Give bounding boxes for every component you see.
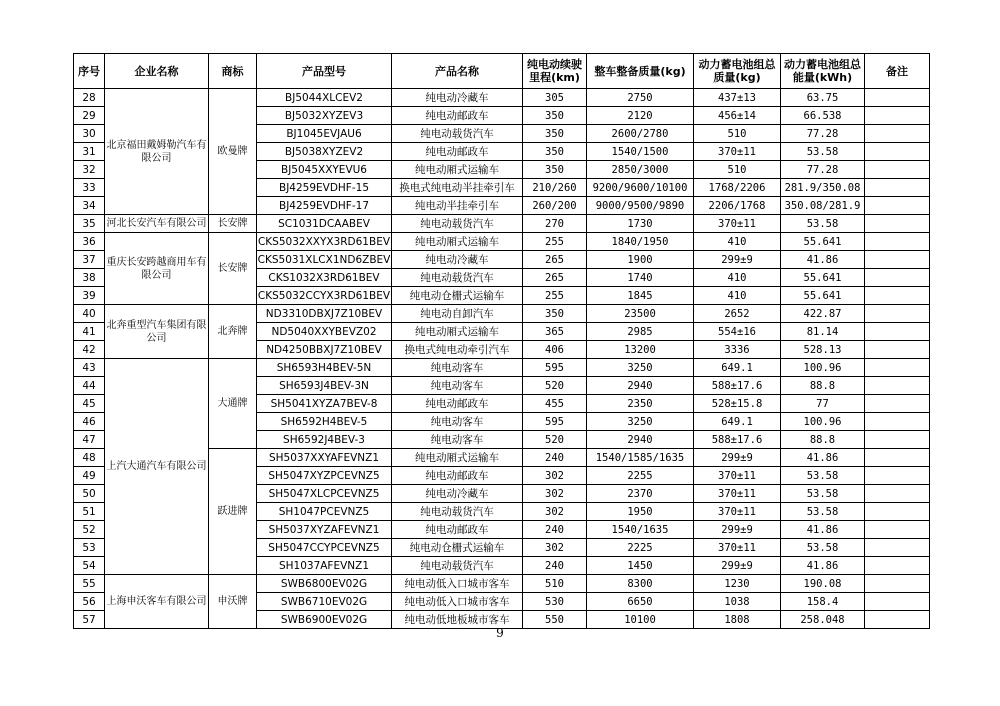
battery-mass: 3336 [694, 341, 781, 359]
battery-mass: 1808 [694, 611, 781, 629]
product-name: 换电式纯电动半挂牵引车 [392, 179, 523, 197]
product-model: SH5047XYZPCEVNZ5 [257, 467, 392, 485]
battery-mass: 554±16 [694, 323, 781, 341]
battery-energy: 422.87 [781, 305, 865, 323]
row-number: 39 [74, 287, 105, 305]
row-number: 44 [74, 377, 105, 395]
battery-energy: 158.4 [781, 593, 865, 611]
battery-energy: 77.28 [781, 161, 865, 179]
row-number: 46 [74, 413, 105, 431]
range-km: 255 [523, 233, 587, 251]
product-name: 纯电动客车 [392, 431, 523, 449]
battery-mass: 588±17.6 [694, 377, 781, 395]
curb-mass: 1740 [587, 269, 694, 287]
product-model: SH6593H4BEV-5N [257, 359, 392, 377]
table-row [74, 359, 930, 377]
battery-energy: 41.86 [781, 521, 865, 539]
curb-mass: 9000/9500/9890 [587, 197, 694, 215]
range-km: 265 [523, 269, 587, 287]
product-name: 纯电动载货汽车 [392, 125, 523, 143]
battery-mass: 649.1 [694, 359, 781, 377]
product-model: ND3310DBXJ7Z10BEV [257, 305, 392, 323]
product-model: CKS5032CCYX3RD61BEV [257, 287, 392, 305]
range-km: 510 [523, 575, 587, 593]
range-km: 365 [523, 323, 587, 341]
curb-mass: 6650 [587, 593, 694, 611]
company-name: 上海申沃客车有限公司 [105, 575, 209, 629]
note-cell [865, 161, 930, 179]
row-number: 32 [74, 161, 105, 179]
range-km: 240 [523, 557, 587, 575]
header-battery-energy: 动力蓄电池组总能量(kWh) [781, 54, 865, 89]
product-name: 纯电动低入口城市客车 [392, 575, 523, 593]
battery-mass: 370±11 [694, 143, 781, 161]
row-number: 31 [74, 143, 105, 161]
header-name: 产品名称 [392, 54, 523, 89]
note-cell [865, 251, 930, 269]
battery-mass: 370±11 [694, 503, 781, 521]
product-name: 纯电动半挂牵引车 [392, 197, 523, 215]
header-note: 备注 [865, 54, 930, 89]
range-km: 350 [523, 161, 587, 179]
battery-energy: 77.28 [781, 125, 865, 143]
battery-energy: 63.75 [781, 89, 865, 107]
range-km: 270 [523, 215, 587, 233]
curb-mass: 2350 [587, 395, 694, 413]
product-name: 纯电动冷藏车 [392, 251, 523, 269]
curb-mass: 1950 [587, 503, 694, 521]
battery-energy: 81.14 [781, 323, 865, 341]
battery-energy: 88.8 [781, 431, 865, 449]
company-name: 上汽大通汽车有限公司 [105, 359, 209, 575]
row-number: 45 [74, 395, 105, 413]
note-cell [865, 323, 930, 341]
row-number: 28 [74, 89, 105, 107]
battery-energy: 53.58 [781, 539, 865, 557]
battery-energy: 53.58 [781, 485, 865, 503]
battery-mass: 370±11 [694, 539, 781, 557]
curb-mass: 2225 [587, 539, 694, 557]
battery-mass: 299±9 [694, 521, 781, 539]
product-model: SH5041XYZA7BEV-8 [257, 395, 392, 413]
row-number: 48 [74, 449, 105, 467]
product-name: 纯电动载货汽车 [392, 557, 523, 575]
product-model: BJ1045EVJAU6 [257, 125, 392, 143]
battery-mass: 410 [694, 269, 781, 287]
note-cell [865, 503, 930, 521]
range-km: 350 [523, 143, 587, 161]
battery-energy: 350.08/281.9 [781, 197, 865, 215]
table-row [74, 215, 930, 233]
product-model: SWB6900EV02G [257, 611, 392, 629]
battery-mass: 299±9 [694, 251, 781, 269]
note-cell [865, 305, 930, 323]
product-name: 纯电动载货汽车 [392, 503, 523, 521]
note-cell [865, 575, 930, 593]
row-number: 51 [74, 503, 105, 521]
note-cell [865, 89, 930, 107]
curb-mass: 1730 [587, 215, 694, 233]
range-km: 595 [523, 413, 587, 431]
note-cell [865, 107, 930, 125]
curb-mass: 2940 [587, 431, 694, 449]
product-name: 纯电动载货汽车 [392, 269, 523, 287]
product-model: SH5047CCYPCEVNZ5 [257, 539, 392, 557]
range-km: 240 [523, 521, 587, 539]
page-number: 9 [496, 626, 504, 640]
note-cell [865, 233, 930, 251]
range-km: 240 [523, 449, 587, 467]
battery-energy: 53.58 [781, 467, 865, 485]
curb-mass: 1840/1950 [587, 233, 694, 251]
range-km: 520 [523, 431, 587, 449]
battery-mass: 510 [694, 161, 781, 179]
battery-mass: 2652 [694, 305, 781, 323]
product-name: 纯电动邮政车 [392, 107, 523, 125]
curb-mass: 10100 [587, 611, 694, 629]
product-model: CKS5031XLCX1ND6ZBEV [257, 251, 392, 269]
company-name: 北京福田戴姆勒汽车有限公司 [105, 89, 209, 215]
product-model: SWB6710EV02G [257, 593, 392, 611]
brand-name: 跃进牌 [209, 449, 257, 575]
battery-energy: 55.641 [781, 287, 865, 305]
battery-energy: 190.08 [781, 575, 865, 593]
curb-mass: 1845 [587, 287, 694, 305]
product-name: 纯电动邮政车 [392, 521, 523, 539]
battery-energy: 53.58 [781, 143, 865, 161]
row-number: 55 [74, 575, 105, 593]
header-row [74, 54, 930, 89]
battery-mass: 1768/2206 [694, 179, 781, 197]
note-cell [865, 287, 930, 305]
range-km: 350 [523, 107, 587, 125]
brand-name: 长安牌 [209, 215, 257, 233]
header-company: 企业名称 [105, 54, 209, 89]
product-name: 纯电动厢式运输车 [392, 323, 523, 341]
battery-mass: 299±9 [694, 449, 781, 467]
range-km: 455 [523, 395, 587, 413]
battery-energy: 100.96 [781, 359, 865, 377]
range-km: 550 [523, 611, 587, 629]
row-number: 56 [74, 593, 105, 611]
product-name: 纯电动冷藏车 [392, 485, 523, 503]
product-model: BJ5045XXYEVU6 [257, 161, 392, 179]
battery-energy: 258.048 [781, 611, 865, 629]
range-km: 210/260 [523, 179, 587, 197]
battery-mass: 528±15.8 [694, 395, 781, 413]
note-cell [865, 215, 930, 233]
table-row [74, 305, 930, 323]
product-model: SH5037XYZAFEVNZ1 [257, 521, 392, 539]
range-km: 265 [523, 251, 587, 269]
brand-name: 大通牌 [209, 359, 257, 449]
product-name: 纯电动载货汽车 [392, 215, 523, 233]
product-model: SH6593J4BEV-3N [257, 377, 392, 395]
curb-mass: 13200 [587, 341, 694, 359]
row-number: 30 [74, 125, 105, 143]
product-name: 纯电动邮政车 [392, 143, 523, 161]
product-name: 纯电动邮政车 [392, 467, 523, 485]
note-cell [865, 539, 930, 557]
product-model: BJ4259EVDHF-17 [257, 197, 392, 215]
table-row [74, 89, 930, 107]
product-model: CKS5032XXYX3RD61BEV [257, 233, 392, 251]
product-model: ND4250BBXJ7Z10BEV [257, 341, 392, 359]
range-km: 302 [523, 503, 587, 521]
range-km: 302 [523, 485, 587, 503]
note-cell [865, 431, 930, 449]
note-cell [865, 341, 930, 359]
product-model: SH6592J4BEV-3 [257, 431, 392, 449]
row-number: 34 [74, 197, 105, 215]
brand-name: 北奔牌 [209, 305, 257, 359]
curb-mass: 1540/1585/1635 [587, 449, 694, 467]
company-name: 重庆长安跨越商用车有限公司 [105, 233, 209, 305]
header-battery-mass: 动力蓄电池组总质量(kg) [694, 54, 781, 89]
company-name: 北奔重型汽车集团有限公司 [105, 305, 209, 359]
product-name: 纯电动厢式运输车 [392, 233, 523, 251]
product-model: SH1047PCEVNZ5 [257, 503, 392, 521]
curb-mass: 8300 [587, 575, 694, 593]
row-number: 47 [74, 431, 105, 449]
product-name: 纯电动低地板城市客车 [392, 611, 523, 629]
battery-energy: 41.86 [781, 557, 865, 575]
product-model: BJ5032XYZEV3 [257, 107, 392, 125]
note-cell [865, 179, 930, 197]
note-cell [865, 485, 930, 503]
product-model: BJ5038XYZEV2 [257, 143, 392, 161]
row-number: 37 [74, 251, 105, 269]
product-model: SH1037AFEVNZ1 [257, 557, 392, 575]
header-brand: 商标 [209, 54, 257, 89]
range-km: 305 [523, 89, 587, 107]
battery-energy: 100.96 [781, 413, 865, 431]
product-name: 纯电动客车 [392, 359, 523, 377]
header-model: 产品型号 [257, 54, 392, 89]
row-number: 53 [74, 539, 105, 557]
curb-mass: 1900 [587, 251, 694, 269]
range-km: 302 [523, 539, 587, 557]
range-km: 260/200 [523, 197, 587, 215]
battery-mass: 456±14 [694, 107, 781, 125]
battery-mass: 1038 [694, 593, 781, 611]
product-model: SH6592H4BEV-5 [257, 413, 392, 431]
battery-mass: 1230 [694, 575, 781, 593]
curb-mass: 2120 [587, 107, 694, 125]
battery-mass: 588±17.6 [694, 431, 781, 449]
product-model: BJ5044XLCEV2 [257, 89, 392, 107]
row-number: 40 [74, 305, 105, 323]
row-number: 43 [74, 359, 105, 377]
brand-name: 长安牌 [209, 233, 257, 305]
table-row [74, 233, 930, 251]
note-cell [865, 521, 930, 539]
row-number: 33 [74, 179, 105, 197]
product-name: 纯电动客车 [392, 377, 523, 395]
row-number: 36 [74, 233, 105, 251]
range-km: 302 [523, 467, 587, 485]
note-cell [865, 359, 930, 377]
row-number: 49 [74, 467, 105, 485]
product-name: 换电式纯电动牵引汽车 [392, 341, 523, 359]
row-number: 29 [74, 107, 105, 125]
battery-energy: 55.641 [781, 233, 865, 251]
curb-mass: 1450 [587, 557, 694, 575]
product-name: 纯电动厢式运输车 [392, 161, 523, 179]
note-cell [865, 449, 930, 467]
table-body [74, 89, 930, 629]
battery-energy: 53.58 [781, 215, 865, 233]
note-cell [865, 125, 930, 143]
company-name: 河北长安汽车有限公司 [105, 215, 209, 233]
note-cell [865, 467, 930, 485]
battery-mass: 410 [694, 233, 781, 251]
header-range: 纯电动续驶里程(km) [523, 54, 587, 89]
battery-energy: 55.641 [781, 269, 865, 287]
product-model: SH5047XLCPCEVNZ5 [257, 485, 392, 503]
curb-mass: 9200/9600/10100 [587, 179, 694, 197]
battery-mass: 2206/1768 [694, 197, 781, 215]
note-cell [865, 143, 930, 161]
range-km: 255 [523, 287, 587, 305]
note-cell [865, 395, 930, 413]
battery-energy: 53.58 [781, 503, 865, 521]
battery-mass: 437±13 [694, 89, 781, 107]
note-cell [865, 413, 930, 431]
curb-mass: 2850/3000 [587, 161, 694, 179]
row-number: 41 [74, 323, 105, 341]
brand-name: 欧曼牌 [209, 89, 257, 215]
product-model: SC1031DCAABEV [257, 215, 392, 233]
row-number: 57 [74, 611, 105, 629]
curb-mass: 23500 [587, 305, 694, 323]
note-cell [865, 377, 930, 395]
battery-energy: 41.86 [781, 449, 865, 467]
note-cell [865, 197, 930, 215]
product-name: 纯电动仓栅式运输车 [392, 287, 523, 305]
range-km: 406 [523, 341, 587, 359]
curb-mass: 2370 [587, 485, 694, 503]
vehicle-table [73, 53, 930, 629]
battery-mass: 649.1 [694, 413, 781, 431]
curb-mass: 2600/2780 [587, 125, 694, 143]
product-name: 纯电动客车 [392, 413, 523, 431]
curb-mass: 1540/1635 [587, 521, 694, 539]
curb-mass: 2255 [587, 467, 694, 485]
header-mass: 整车整备质量(kg) [587, 54, 694, 89]
row-number: 54 [74, 557, 105, 575]
range-km: 595 [523, 359, 587, 377]
product-model: SWB6800EV02G [257, 575, 392, 593]
curb-mass: 3250 [587, 359, 694, 377]
product-name: 纯电动邮政车 [392, 395, 523, 413]
battery-energy: 41.86 [781, 251, 865, 269]
battery-energy: 88.8 [781, 377, 865, 395]
battery-energy: 281.9/350.08 [781, 179, 865, 197]
row-number: 35 [74, 215, 105, 233]
curb-mass: 3250 [587, 413, 694, 431]
curb-mass: 2750 [587, 89, 694, 107]
battery-energy: 77 [781, 395, 865, 413]
table-row [74, 575, 930, 593]
row-number: 52 [74, 521, 105, 539]
row-number: 50 [74, 485, 105, 503]
range-km: 350 [523, 305, 587, 323]
note-cell [865, 269, 930, 287]
row-number: 42 [74, 341, 105, 359]
range-km: 520 [523, 377, 587, 395]
battery-energy: 66.538 [781, 107, 865, 125]
product-name: 纯电动自卸汽车 [392, 305, 523, 323]
battery-energy: 528.13 [781, 341, 865, 359]
battery-mass: 370±11 [694, 215, 781, 233]
battery-mass: 370±11 [694, 467, 781, 485]
product-model: SH5037XXYAFEVNZ1 [257, 449, 392, 467]
product-model: CKS1032X3RD61BEV [257, 269, 392, 287]
battery-mass: 410 [694, 287, 781, 305]
note-cell [865, 557, 930, 575]
battery-mass: 510 [694, 125, 781, 143]
product-model: BJ4259EVDHF-15 [257, 179, 392, 197]
range-km: 530 [523, 593, 587, 611]
product-name: 纯电动冷藏车 [392, 89, 523, 107]
curb-mass: 1540/1500 [587, 143, 694, 161]
product-name: 纯电动低入口城市客车 [392, 593, 523, 611]
curb-mass: 2940 [587, 377, 694, 395]
range-km: 350 [523, 125, 587, 143]
curb-mass: 2985 [587, 323, 694, 341]
product-name: 纯电动仓栅式运输车 [392, 539, 523, 557]
product-name: 纯电动厢式运输车 [392, 449, 523, 467]
header-no: 序号 [74, 54, 105, 89]
product-model: ND5040XXYBEVZ02 [257, 323, 392, 341]
battery-mass: 299±9 [694, 557, 781, 575]
note-cell [865, 593, 930, 611]
brand-name: 申沃牌 [209, 575, 257, 629]
battery-mass: 370±11 [694, 485, 781, 503]
row-number: 38 [74, 269, 105, 287]
